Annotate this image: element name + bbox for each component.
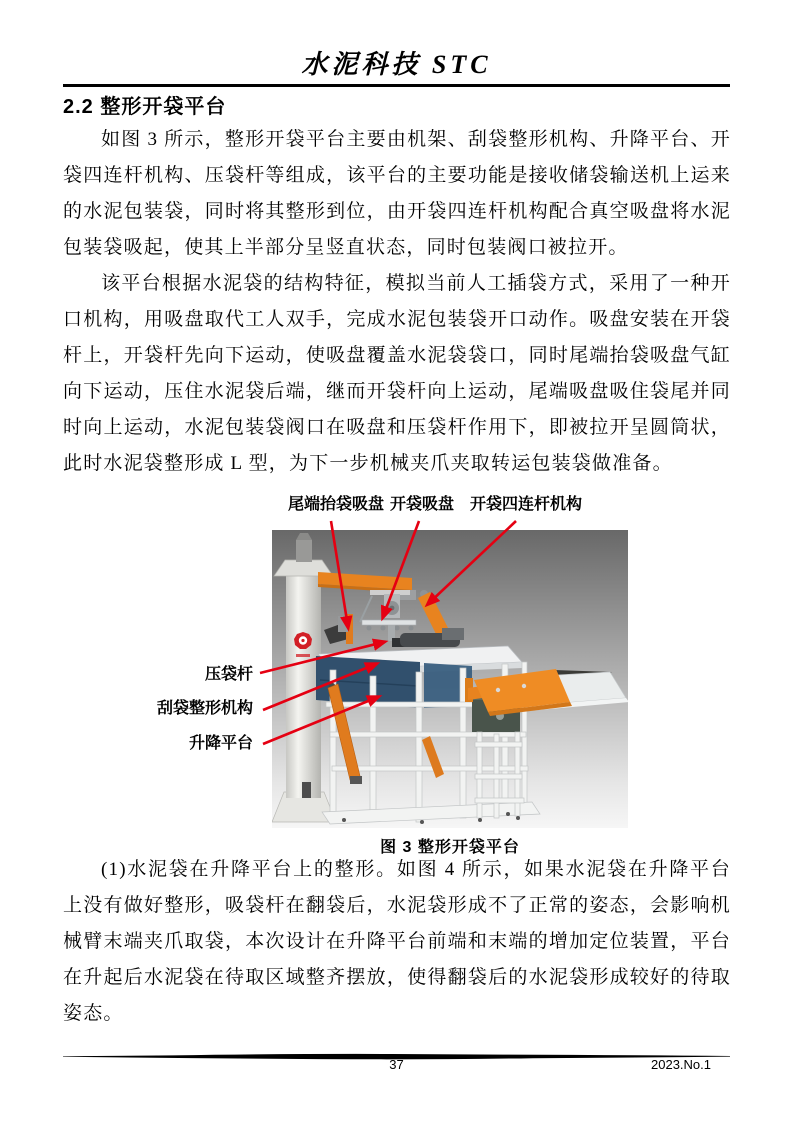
label-lift-platform: 升降平台: [188, 735, 253, 752]
label-press-bar: 压袋杆: [204, 666, 253, 683]
body-text-top: [63, 122, 731, 482]
body-paragraph-2: 该平台根据水泥袋的结构特征，模拟当前人工插袋方式，采用了一种开口机构，用吸盘取代工人双手，完成水泥包装袋开口动作。吸盘安装在开袋杆上，开袋杆先向下运动，使吸盘覆盖水泥袋袋口，同时尾端抬袋吸盘气缸向下运动，压住水泥袋后端，继而开袋杆向上运动，尾端吸盘吸住袋尾并同时向上运动，水泥包装袋阀口在吸盘和压袋杆作用下，即被拉开呈圆筒状，此时水泥袋整形成 L 型，为下一步机械夹爪夹取转运包装袋做准备。: [63, 273, 731, 474]
body-text-bottom: [63, 852, 731, 1032]
journal-title: 水泥科技 STC: [301, 50, 492, 79]
figure-3: [60, 490, 733, 860]
header-rule: [63, 84, 730, 87]
label-bag-open-suction: 开袋吸盘: [390, 496, 455, 513]
label-tail-lift-suction: 尾端抬袋吸盘: [288, 496, 385, 513]
body-paragraph-1: 如图 3 所示，整形开袋平台主要由机架、刮袋整形机构、升降平台、开袋四连杆机构、压袋杆等组成，该平台的主要功能是接收储袋输送机上运来的水泥包装袋，同时将其整形到位，由开袋四连杆机构配合真空吸盘将水泥包装袋吸起，使其上半部分呈竖直状态，同时包装阀口被拉开。: [63, 129, 731, 258]
body-paragraph-3: (1)水泥袋在升降平台上的整形。如图 4 所示，如果水泥袋在升降平台上没有做好整形，吸袋杆在翻袋后，水泥袋形成不了正常的姿态，会影响机械臂末端夹爪取袋，本次设计在升降平台前端和末端的增加定位装置，平台在升起后水泥袋在待取区域整齐摆放，使得翻袋后的水泥袋形成较好的待取姿态。: [63, 859, 731, 1024]
label-scraper-mechanism: 刮袋整形机构: [156, 700, 253, 717]
machine-render-svg: [272, 530, 628, 828]
label-four-bar-linkage: 开袋四连杆机构: [470, 496, 583, 513]
section-heading: 2.2 整形开袋平台: [63, 96, 227, 118]
footer-issue: 2023.No.1: [651, 1057, 711, 1072]
figure-caption: 图 3 整形开袋平台: [380, 839, 520, 856]
figure-photo: [272, 530, 628, 828]
footer-page-number: 37: [389, 1057, 404, 1072]
